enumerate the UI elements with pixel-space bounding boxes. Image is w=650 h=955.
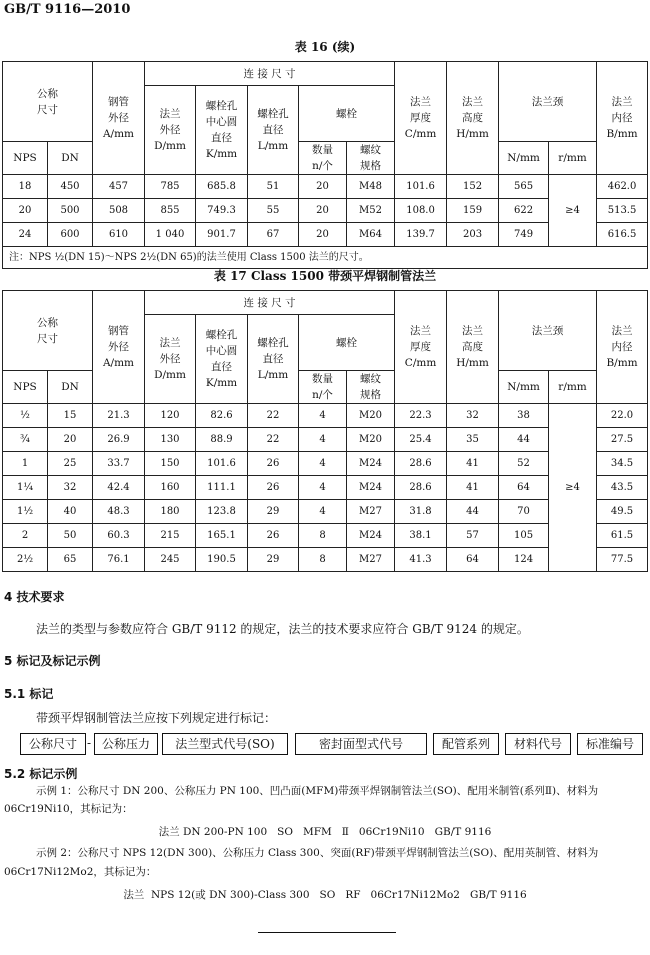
table-16 [2, 61, 648, 269]
table-cell: 21.3 [93, 404, 145, 428]
table-cell: 600 [48, 223, 93, 247]
table-cell: M24 [347, 452, 395, 476]
table-row [3, 404, 648, 428]
table-cell: 51 [248, 175, 299, 199]
header-thread: 螺纹 规格 [347, 371, 395, 404]
table-cell: 35 [447, 428, 499, 452]
table-cell: 82.6 [196, 404, 248, 428]
table-cell: ¾ [3, 428, 48, 452]
section-4-body: 法兰的类型与参数应符合 GB/T 9112 的规定，法兰的技术要求应符合 GB/T 9124 的规定。 [36, 622, 529, 636]
table-cell: 203 [447, 223, 499, 247]
table-cell: 150 [145, 452, 196, 476]
table-cell: 105 [499, 524, 549, 548]
table-row [3, 175, 648, 199]
table-cell: 26 [248, 476, 299, 500]
section-4-heading: 4 技术要求 [4, 590, 65, 604]
table-cell: M20 [347, 428, 395, 452]
table-cell: 40 [48, 500, 93, 524]
header-r: r/mm [549, 371, 597, 404]
mark-box-flange-type: 法兰型式代号(SO) [162, 733, 288, 755]
table-cell: 52 [499, 452, 549, 476]
header-flange-od: 法兰 外径 D/mm [145, 86, 196, 175]
example-2-line-2: 06Cr17Ni12Mo2，其标记为： [4, 866, 157, 878]
table-cell: M48 [347, 175, 395, 199]
document-code: GB/T 9116—2010 [4, 2, 131, 17]
header-connection: 连 接 尺 寸 [145, 62, 395, 86]
table-cell: 57 [447, 524, 499, 548]
table-cell: 152 [447, 175, 499, 199]
header-bolt-circle: 螺栓孔 中心圆 直径 K/mm [196, 86, 248, 175]
table-cell: 1 040 [145, 223, 196, 247]
header-thread: 螺纹 规格 [347, 142, 395, 175]
table-cell: 18 [3, 175, 48, 199]
table-cell: 64 [447, 548, 499, 572]
table-cell: 32 [447, 404, 499, 428]
example-1-line-2: 06Cr19Ni10，其标记为： [4, 803, 133, 815]
header-bolt: 螺栓 [299, 86, 395, 142]
table-cell: M20 [347, 404, 395, 428]
table-cell: 513.5 [597, 199, 648, 223]
table-cell: 457 [93, 175, 145, 199]
mark-box-pipe-series: 配管系列 [433, 733, 499, 755]
header-pipe-od: 钢管 外径 A/mm [93, 62, 145, 175]
table-cell: 43.5 [597, 476, 648, 500]
table-cell: M27 [347, 548, 395, 572]
table-cell: 41 [447, 452, 499, 476]
table-cell: 55 [248, 199, 299, 223]
table-cell: 49.5 [597, 500, 648, 524]
table-cell: 245 [145, 548, 196, 572]
example-2-line-1: 示例 2：公称尺寸 NPS 12(DN 300)、公称压力 Class 300、突面(RF)带颈平焊钢制管法兰(SO)、配用英制管、材料为 [36, 847, 599, 859]
table-cell: 1½ [3, 500, 48, 524]
table-cell: 76.1 [93, 548, 145, 572]
table-17-caption: 表 17 Class 1500 带颈平焊钢制管法兰 [213, 269, 437, 283]
table-cell: 25 [48, 452, 93, 476]
table-cell: 60.3 [93, 524, 145, 548]
table-cell: 33.7 [93, 452, 145, 476]
table-cell: 41.3 [395, 548, 447, 572]
table-cell: 25.4 [395, 428, 447, 452]
table-cell: 108.0 [395, 199, 447, 223]
table-cell: M24 [347, 524, 395, 548]
header-bore: 法兰 内径 B/mm [597, 291, 648, 404]
table-cell: 749 [499, 223, 549, 247]
table-cell: 77.5 [597, 548, 648, 572]
table-cell: 22.0 [597, 404, 648, 428]
table-cell: 462.0 [597, 175, 648, 199]
table-cell: 120 [145, 404, 196, 428]
table-cell: 4 [299, 500, 347, 524]
table-cell: 44 [499, 428, 549, 452]
table-cell: 8 [299, 548, 347, 572]
table-cell: 50 [48, 524, 93, 548]
table-cell: 8 [299, 524, 347, 548]
header-neck: 法兰颈 [499, 62, 597, 142]
table-cell: 26 [248, 452, 299, 476]
table-cell: 159 [447, 199, 499, 223]
table-cell: 901.7 [196, 223, 248, 247]
table-16-caption: 表 16 (续) [294, 40, 356, 54]
table-cell: 15 [48, 404, 93, 428]
table-cell: 1 [3, 452, 48, 476]
header-qty: 数量 n/个 [299, 142, 347, 175]
table-cell: 28.6 [395, 452, 447, 476]
table-cell: 610 [93, 223, 145, 247]
header-bolt-circle: 螺栓孔 中心圆 直径 K/mm [196, 315, 248, 404]
table-cell: 139.7 [395, 223, 447, 247]
table-cell: 88.9 [196, 428, 248, 452]
section-5-heading: 5 标记及标记示例 [4, 654, 101, 668]
table-cell: 61.5 [597, 524, 648, 548]
header-thickness: 法兰 厚度 C/mm [395, 62, 447, 175]
header-pipe-od: 钢管 外径 A/mm [93, 291, 145, 404]
table-17 [2, 290, 648, 572]
mark-box-nominal-pressure: 公称压力 [94, 733, 158, 755]
table-cell: 29 [248, 548, 299, 572]
table-cell: 26.9 [93, 428, 145, 452]
header-neck: 法兰颈 [499, 291, 597, 371]
table-cell: 29 [248, 500, 299, 524]
table-cell: 111.1 [196, 476, 248, 500]
header-height: 法兰 高度 H/mm [447, 291, 499, 404]
table-cell: 4 [299, 452, 347, 476]
table-cell: 32 [48, 476, 93, 500]
table-cell: 41 [447, 476, 499, 500]
header-bolt-hole: 螺栓孔 直径 L/mm [248, 86, 299, 175]
table-cell: 20 [299, 199, 347, 223]
table-cell: 20 [299, 223, 347, 247]
end-rule [258, 932, 396, 933]
table-cell: 64 [499, 476, 549, 500]
mark-dash: - [87, 736, 92, 750]
table-cell: 31.8 [395, 500, 447, 524]
table-cell: 855 [145, 199, 196, 223]
table-cell: 34.5 [597, 452, 648, 476]
header-dn: DN [48, 371, 93, 404]
header-nominal-size: 公称 尺寸 [3, 291, 93, 371]
table-cell: 22 [248, 428, 299, 452]
table-16-note: 注：NPS ½(DN 15)～NPS 2½(DN 65)的法兰使用 Class 1500 法兰的尺寸。 [3, 247, 648, 269]
table-cell: 190.5 [196, 548, 248, 572]
table-cell: 42.4 [93, 476, 145, 500]
table-cell: 4 [299, 476, 347, 500]
example-1-marking: 法兰 DN 200-PN 100 SO MFM Ⅱ 06Cr19Ni10 GB/T 9116 [158, 826, 492, 838]
table-cell: 26 [248, 524, 299, 548]
table-cell: 500 [48, 199, 93, 223]
mark-box-material: 材料代号 [505, 733, 571, 755]
header-qty: 数量 n/个 [299, 371, 347, 404]
table-cell: 20 [299, 175, 347, 199]
table-cell: 44 [447, 500, 499, 524]
table-cell: 130 [145, 428, 196, 452]
table-cell: 38.1 [395, 524, 447, 548]
table-cell: 565 [499, 175, 549, 199]
mark-box-facing-type: 密封面型式代号 [295, 733, 427, 755]
table-cell: 28.6 [395, 476, 447, 500]
header-bolt-hole: 螺栓孔 直径 L/mm [248, 315, 299, 404]
header-flange-od: 法兰 外径 D/mm [145, 315, 196, 404]
header-r: r/mm [549, 142, 597, 175]
header-nps: NPS [3, 371, 48, 404]
header-n: N/mm [499, 371, 549, 404]
header-bore: 法兰 内径 B/mm [597, 62, 648, 175]
table-cell: M64 [347, 223, 395, 247]
table-cell: 508 [93, 199, 145, 223]
header-nominal-size: 公称 尺寸 [3, 62, 93, 142]
table-cell: 20 [48, 428, 93, 452]
table-cell: 685.8 [196, 175, 248, 199]
section-5-1-heading: 5.1 标记 [4, 687, 54, 701]
cell-r-merged: ≥4 [549, 175, 597, 247]
mark-box-standard: 标准编号 [577, 733, 643, 755]
mark-box-nominal-size: 公称尺寸 [20, 733, 86, 755]
cell-r-merged: ≥4 [549, 404, 597, 572]
table-cell: 4 [299, 404, 347, 428]
table-cell: 70 [499, 500, 549, 524]
table-cell: 450 [48, 175, 93, 199]
table-cell: 2 [3, 524, 48, 548]
table-cell: 215 [145, 524, 196, 548]
table-cell: 160 [145, 476, 196, 500]
header-height: 法兰 高度 H/mm [447, 62, 499, 175]
table-cell: ½ [3, 404, 48, 428]
table-cell: 20 [3, 199, 48, 223]
header-n: N/mm [499, 142, 549, 175]
header-thickness: 法兰 厚度 C/mm [395, 291, 447, 404]
table-cell: 180 [145, 500, 196, 524]
table-cell: 749.3 [196, 199, 248, 223]
table-cell: 27.5 [597, 428, 648, 452]
table-cell: 2½ [3, 548, 48, 572]
table-cell: M27 [347, 500, 395, 524]
header-dn: DN [48, 142, 93, 175]
table-cell: 48.3 [93, 500, 145, 524]
table-cell: 123.8 [196, 500, 248, 524]
section-5-1-body: 带颈平焊钢制管法兰应按下列规定进行标记： [36, 711, 277, 725]
table-cell: 38 [499, 404, 549, 428]
header-bolt: 螺栓 [299, 315, 395, 371]
table-cell: M52 [347, 199, 395, 223]
table-cell: M24 [347, 476, 395, 500]
table-cell: 24 [3, 223, 48, 247]
header-connection: 连 接 尺 寸 [145, 291, 395, 315]
section-5-2-heading: 5.2 标记示例 [4, 767, 78, 781]
table-cell: 22 [248, 404, 299, 428]
table-cell: 101.6 [196, 452, 248, 476]
example-2-marking: 法兰 NPS 12(或 DN 300)-Class 300 SO RF 06Cr17Ni12Mo2 GB/T 9116 [123, 889, 527, 901]
table-cell: 65 [48, 548, 93, 572]
table-cell: 101.6 [395, 175, 447, 199]
header-nps: NPS [3, 142, 48, 175]
table-cell: 616.5 [597, 223, 648, 247]
table-cell: 67 [248, 223, 299, 247]
table-cell: 22.3 [395, 404, 447, 428]
example-1-line-1: 示例 1：公称尺寸 DN 200、公称压力 PN 100、凹凸面(MFM)带颈平焊钢制管法兰(SO)、配用米制管(系列Ⅱ)、材料为 [36, 785, 599, 797]
table-cell: 1¼ [3, 476, 48, 500]
table-cell: 4 [299, 428, 347, 452]
table-cell: 785 [145, 175, 196, 199]
table-cell: 622 [499, 199, 549, 223]
table-cell: 124 [499, 548, 549, 572]
table-cell: 165.1 [196, 524, 248, 548]
